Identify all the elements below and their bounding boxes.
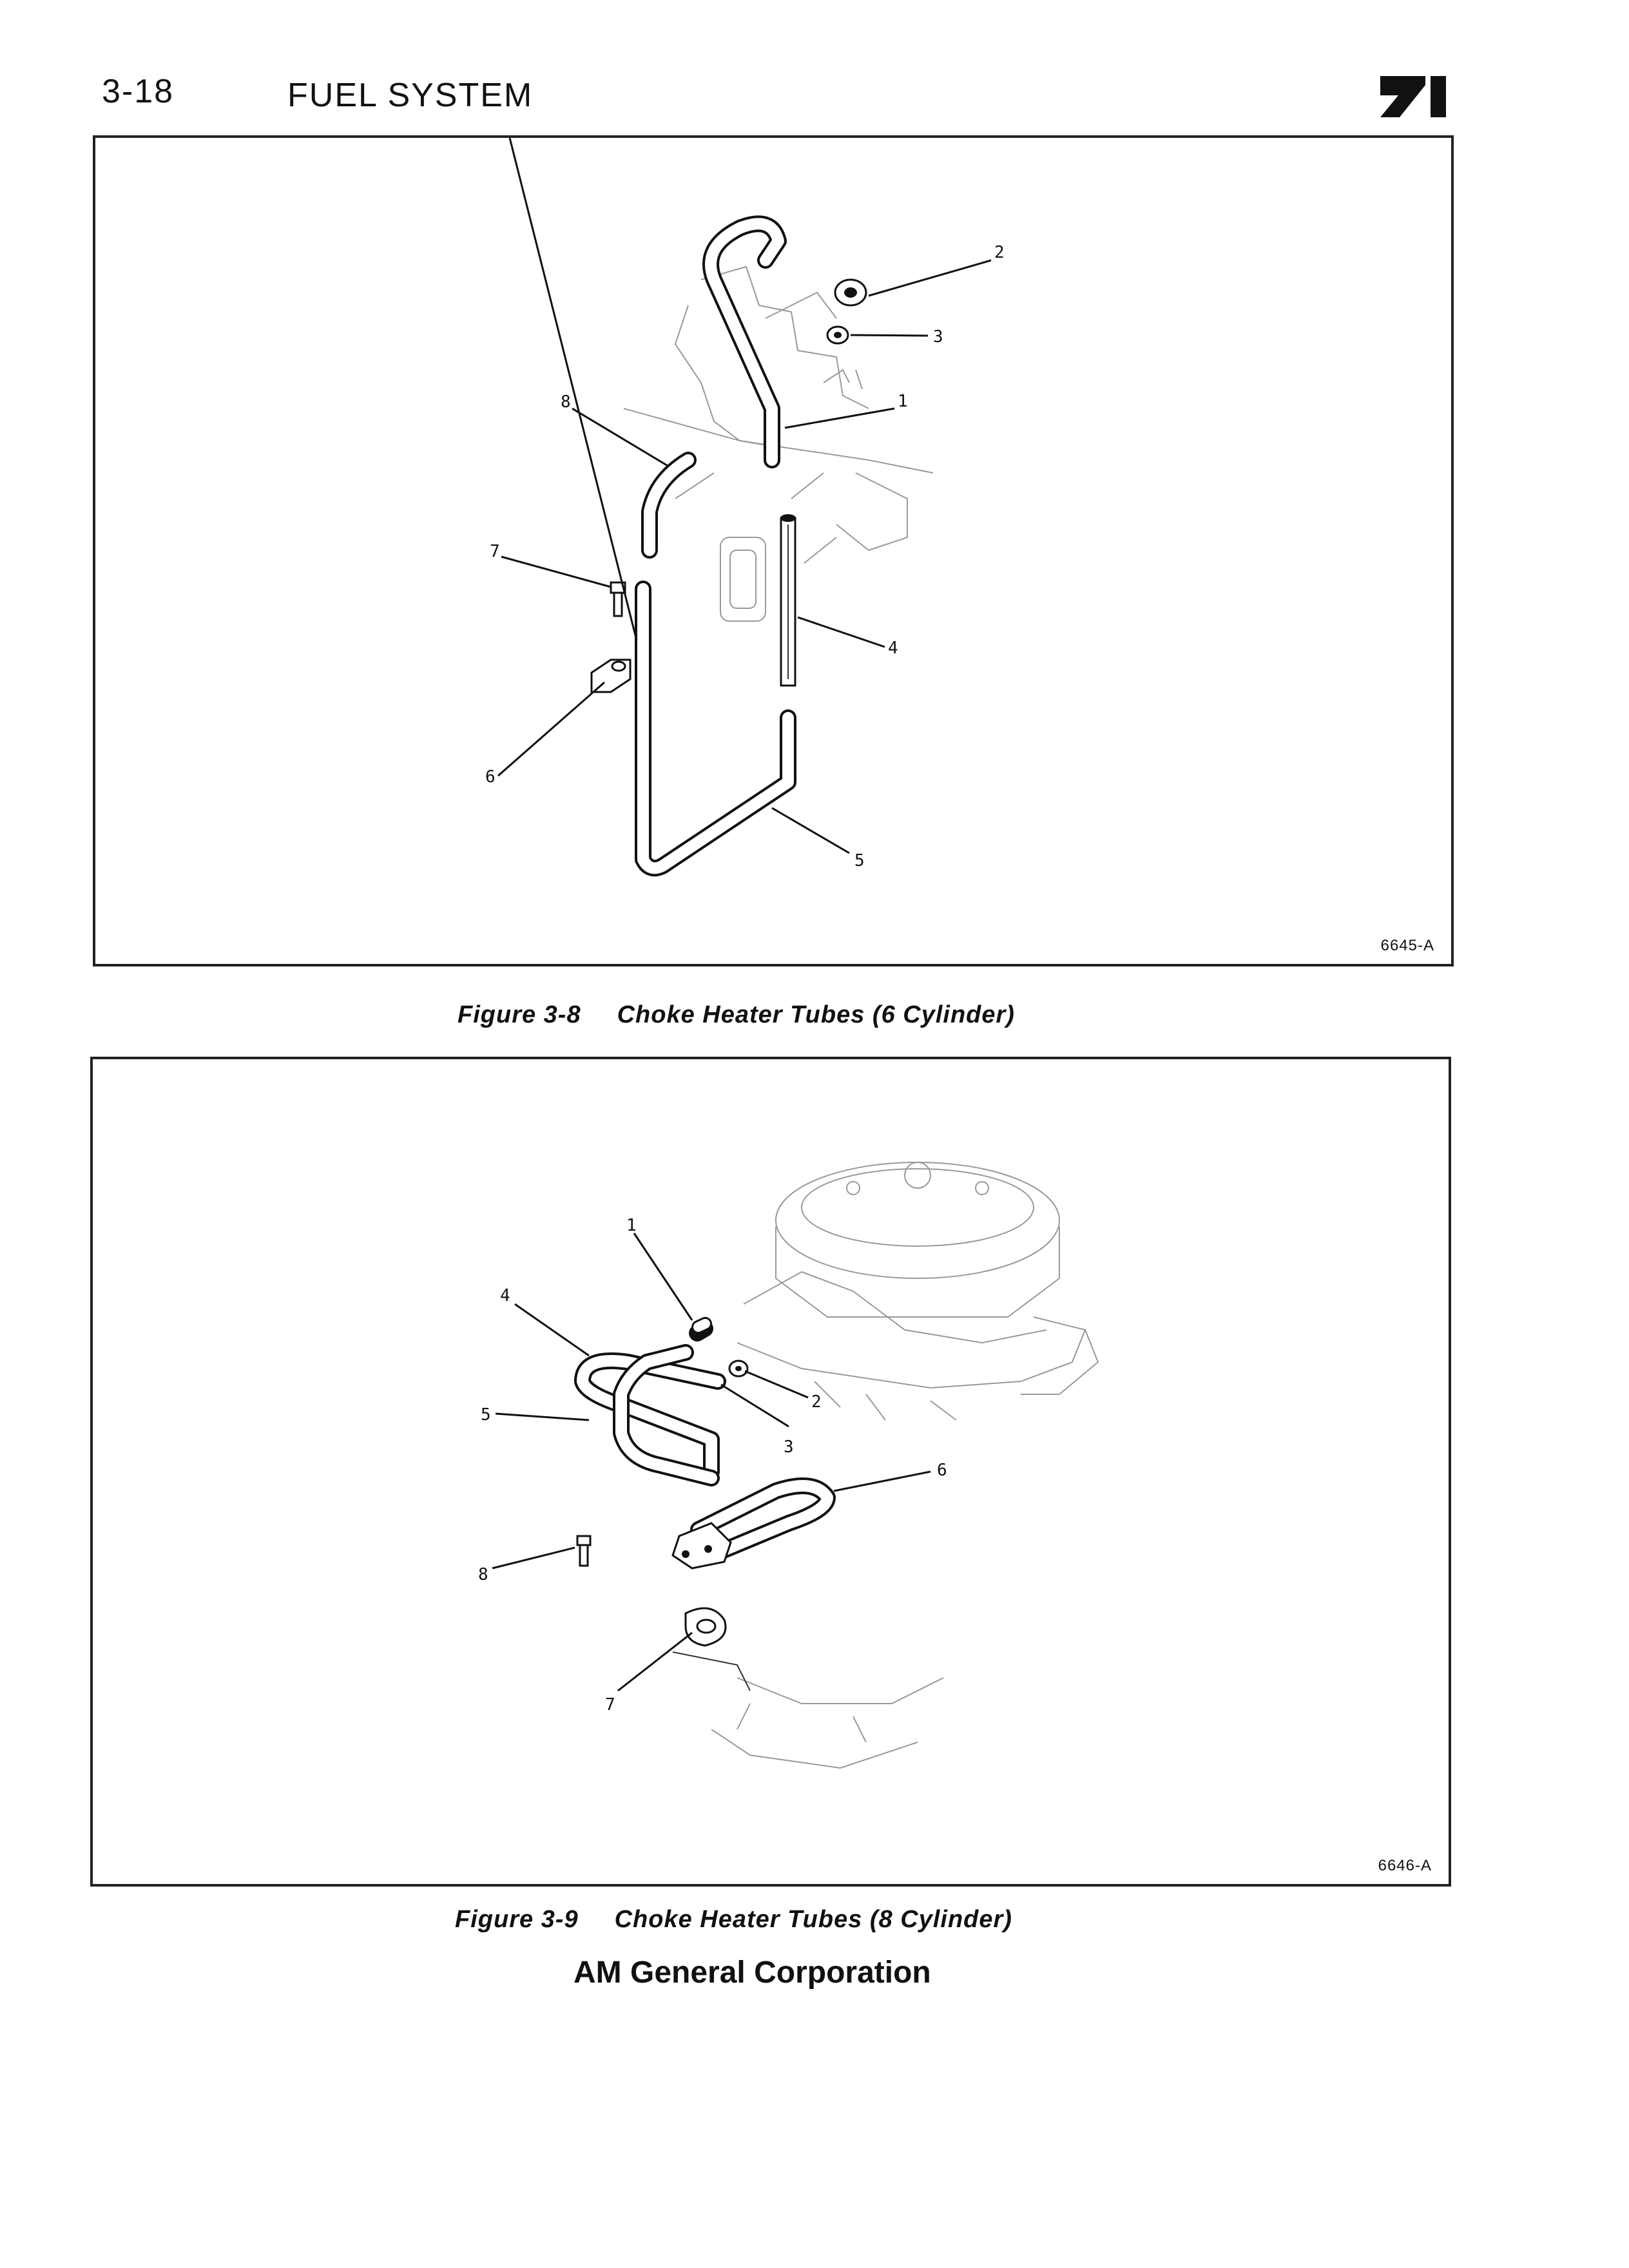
carburetor-manifold-outline xyxy=(711,1162,1098,1768)
callout-6: 6 xyxy=(485,767,496,787)
callout-1: 1 xyxy=(626,1216,637,1235)
callout-8: 8 xyxy=(478,1565,488,1584)
figure-3-8-caption xyxy=(458,1001,1015,1029)
part-2-nut xyxy=(729,1361,747,1376)
callout-1: 1 xyxy=(898,392,908,411)
part-3-fitting xyxy=(827,327,848,343)
figure-code: 6645-A xyxy=(1380,937,1434,954)
callout-4: 4 xyxy=(500,1286,510,1305)
callout-4: 4 xyxy=(888,639,898,658)
caption-number: Figure 3-9 xyxy=(455,1906,579,1933)
callout-2: 2 xyxy=(811,1392,822,1412)
am-general-logo-icon xyxy=(1380,76,1451,117)
callout-7: 7 xyxy=(490,542,500,561)
callout-5: 5 xyxy=(854,851,865,870)
callout-5: 5 xyxy=(481,1405,491,1425)
part-5-lower-tube xyxy=(643,589,788,868)
callout-8: 8 xyxy=(561,392,571,412)
part-6-choke-loop-tube xyxy=(673,1486,827,1568)
part-4-straight-tube xyxy=(780,514,796,686)
callout-3: 3 xyxy=(933,327,943,347)
part-1-upper-tube xyxy=(711,224,778,460)
caption-text: Choke Heater Tubes (6 Cylinder) xyxy=(617,1001,1015,1028)
page-number: 3-18 xyxy=(102,73,175,110)
figure-3-8-illustration xyxy=(93,135,1454,966)
company-footer: AM General Corporation xyxy=(574,1956,931,1990)
callout-3: 3 xyxy=(784,1437,794,1457)
figure-3-9-illustration xyxy=(90,1057,1451,1887)
callout-2: 2 xyxy=(994,243,1005,262)
part-2-nut xyxy=(835,280,866,305)
part-8-bolt xyxy=(577,1536,590,1566)
part-8-hose xyxy=(650,460,688,550)
choke-heater-tubes-8-cyl-drawing xyxy=(93,1059,1454,1889)
choke-heater-tubes-6-cyl-drawing xyxy=(95,138,1456,969)
part-6-clamp xyxy=(592,660,630,692)
section-title: FUEL SYSTEM xyxy=(287,77,534,114)
figure-code: 6646-A xyxy=(1378,1857,1432,1874)
figure-3-9-caption xyxy=(455,1906,1012,1934)
part-1-short-tube xyxy=(691,1316,713,1335)
caption-text: Choke Heater Tubes (8 Cylinder) xyxy=(614,1906,1012,1933)
callout-6: 6 xyxy=(937,1461,947,1480)
caption-number: Figure 3-8 xyxy=(458,1001,581,1028)
callout-7: 7 xyxy=(605,1695,615,1715)
